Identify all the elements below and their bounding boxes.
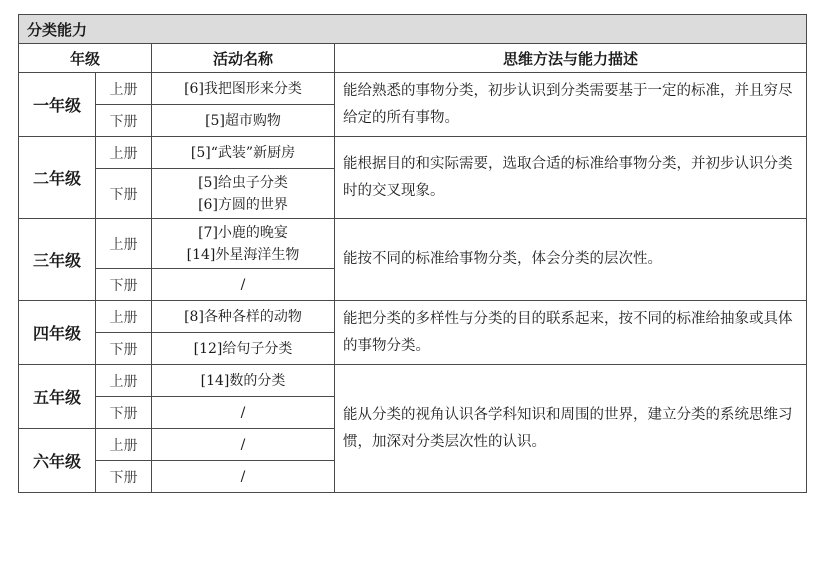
classification-ability-table: [18, 14, 807, 493]
description-cell: 能把分类的多样性与分类的目的联系起来，按不同的标准给抽象或具体的事物分类。: [335, 301, 807, 365]
table-row: [19, 137, 807, 169]
grade-cell: 三年级: [19, 219, 96, 301]
activity-cell: [8]各种各样的动物: [152, 301, 335, 333]
activity-cell: /: [152, 397, 335, 429]
activity-cell: [12]给句子分类: [152, 333, 335, 365]
volume-cell: 下册: [96, 333, 152, 365]
header-activity: 活动名称: [152, 44, 335, 73]
activity-cell: [5]超市购物: [152, 105, 335, 137]
volume-cell: 上册: [96, 429, 152, 461]
volume-cell: 上册: [96, 365, 152, 397]
activity-cell: [6]我把图形来分类: [152, 73, 335, 105]
table-title: 分类能力: [19, 15, 807, 44]
table-row: [19, 365, 807, 397]
description-cell: 能从分类的视角认识各学科知识和周围的世界，建立分类的系统思维习惯，加深对分类层次性的认识。: [335, 365, 807, 493]
grade-cell: 一年级: [19, 73, 96, 137]
header-description: 思维方法与能力描述: [335, 44, 807, 73]
activity-cell: /: [152, 461, 335, 493]
grade-cell: 五年级: [19, 365, 96, 429]
table-row: [19, 301, 807, 333]
description-cell: 能给熟悉的事物分类，初步认识到分类需要基于一定的标准，并且穷尽给定的所有事物。: [335, 73, 807, 137]
grade-cell: 六年级: [19, 429, 96, 493]
activity-line: [5]给虫子分类: [198, 174, 288, 191]
description-cell: 能按不同的标准给事物分类，体会分类的层次性。: [335, 219, 807, 301]
activity-cell: /: [152, 269, 335, 301]
volume-cell: 下册: [96, 105, 152, 137]
activity-cell: [152, 219, 335, 269]
volume-cell: 下册: [96, 169, 152, 219]
volume-cell: 上册: [96, 137, 152, 169]
activity-line: [14]外星海洋生物: [186, 246, 300, 263]
ability-table-container: [18, 14, 806, 493]
table-row: [19, 73, 807, 105]
activity-line: [6]方圆的世界: [198, 196, 288, 213]
grade-cell: 二年级: [19, 137, 96, 219]
volume-cell: 上册: [96, 301, 152, 333]
table-row: [19, 219, 807, 269]
activity-cell: [152, 169, 335, 219]
activity-cell: /: [152, 429, 335, 461]
activity-line: [7]小鹿的晚宴: [198, 224, 288, 241]
header-grade: 年级: [19, 44, 152, 73]
activity-cell: [5]“武装”新厨房: [152, 137, 335, 169]
description-cell: 能根据目的和实际需要，选取合适的标准给事物分类，并初步认识分类时的交叉现象。: [335, 137, 807, 219]
activity-cell: [14]数的分类: [152, 365, 335, 397]
volume-cell: 下册: [96, 269, 152, 301]
volume-cell: 下册: [96, 461, 152, 493]
volume-cell: 下册: [96, 397, 152, 429]
volume-cell: 上册: [96, 219, 152, 269]
grade-cell: 四年级: [19, 301, 96, 365]
volume-cell: 上册: [96, 73, 152, 105]
